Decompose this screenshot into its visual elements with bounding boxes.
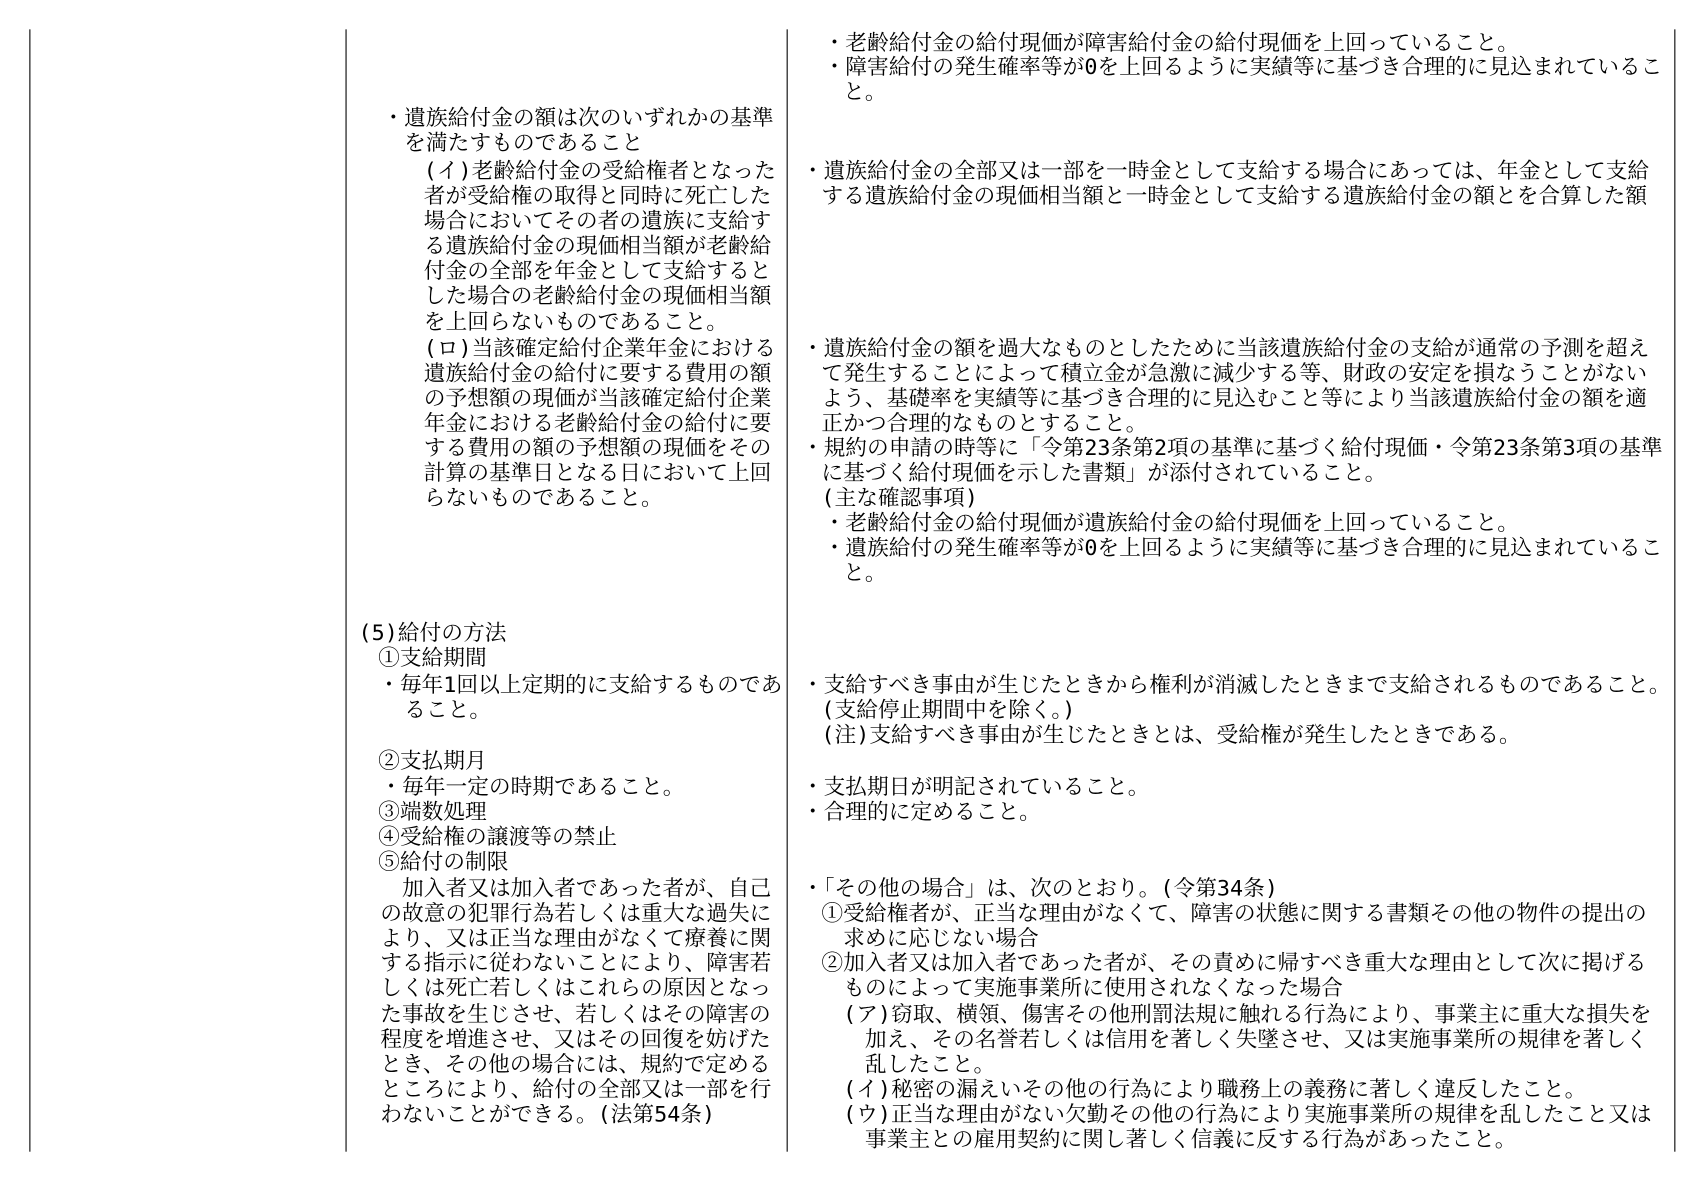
- review-line: する遺族給付金の現価相当額と一時金として支給する遺族給付金の額とを合算した額: [821, 182, 1648, 209]
- criteria-line: らないものであること。: [423, 484, 663, 511]
- criteria-line: ・遺族給付金の額は次のいずれかの基準: [382, 104, 774, 131]
- subsection-heading: ①支給期間: [378, 644, 487, 671]
- review-line: ・老齢給付金の給付現価が障害給付金の給付現価を上回っていること。: [823, 29, 1519, 56]
- review-line: (ウ)正当な理由がない欠勤その他の行為により実施事業所の規律を乱したこと又は: [843, 1100, 1652, 1127]
- review-line: ・支払期日が明記されていること。: [801, 773, 1150, 800]
- review-line: 事業主との雇用契約に関し著しく信義に反する行為があったこと。: [864, 1125, 1517, 1152]
- review-line: ものによって実施事業所に使用されなくなった場合: [843, 974, 1343, 1001]
- criteria-line: 場合においてその者の遺族に支給す: [423, 207, 772, 234]
- subsection-heading: ③端数処理: [378, 798, 487, 825]
- criteria-line: 付金の全部を年金として支給すると: [423, 257, 772, 284]
- criteria-line: 者が受給権の取得と同時に死亡した: [423, 182, 772, 209]
- criteria-line: 年金における老齢給付金の給付に要: [423, 409, 772, 436]
- review-line: て発生することによって積立金が急激に減少する等、財政の安定を損なうことがない: [821, 359, 1648, 386]
- method-line: わないことができる。(法第54条): [380, 1100, 716, 1127]
- criteria-line: を上回らないものであること。: [423, 308, 728, 335]
- review-line: 乱したこと。: [864, 1050, 996, 1077]
- table-border-left: [29, 29, 30, 1151]
- review-line: ・合理的に定めること。: [801, 798, 1041, 825]
- criteria-line: を満たすものであること: [404, 129, 644, 156]
- method-line: ところにより、給付の全部又は一部を行: [380, 1075, 772, 1102]
- review-line: ・遺族給付金の全部又は一部を一時金として支給する場合にあっては、年金として支給: [801, 157, 1650, 184]
- subsection-heading: ④受給権の譲渡等の禁止: [378, 823, 618, 850]
- column-divider-1: [346, 29, 347, 1151]
- table-border-right: [1674, 29, 1675, 1151]
- review-line: ・老齢給付金の給付現価が遺族給付金の給付現価を上回っていること。: [823, 509, 1519, 536]
- review-line: に基づく給付現価を示した書類」が添付されていること。: [821, 459, 1387, 486]
- review-line: 正かつ合理的なものとすること。: [821, 409, 1148, 436]
- method-line: より、又は正当な理由がなくて療養に関: [380, 924, 772, 951]
- criteria-line: する費用の額の予想額の現価をその: [423, 434, 772, 461]
- review-line: ・遺族給付金の額を過大なものとしたために当該遺族給付金の支給が通常の予測を超え: [801, 334, 1650, 361]
- review-line: (主な確認事項): [821, 484, 978, 511]
- criteria-line: した場合の老齢給付金の現価相当額: [423, 282, 772, 309]
- review-line: ・支給すべき事由が生じたときから権利が消滅したときまで支給されるものであること。: [801, 671, 1671, 698]
- method-line: ること。: [404, 696, 492, 723]
- section-heading: (5)給付の方法: [358, 619, 507, 646]
- method-line: 加入者又は加入者であった者が、自己: [380, 874, 772, 901]
- review-line: ①受給権者が、正当な理由がなくて、障害の状態に関する書類その他の物件の提出の: [821, 899, 1647, 926]
- subsection-heading: ⑤給付の制限: [378, 848, 509, 875]
- review-line: ・障害給付の発生確率等が0を上回るように実績等に基づき合理的に見込まれているこ: [823, 53, 1663, 80]
- review-line: ・遺族給付の発生確率等が0を上回るように実績等に基づき合理的に見込まれているこ: [823, 534, 1663, 561]
- criteria-line: 計算の基準日となる日において上回: [423, 459, 772, 486]
- review-line: ・規約の申請の時等に「令第23条第2項の基準に基づく給付現価・令第23条第3項の基準: [801, 434, 1663, 461]
- review-line: と。: [843, 559, 887, 586]
- review-line: よう、基礎率を実績等に基づき合理的に見込むこと等により当該遺族給付金の額を適: [821, 384, 1648, 411]
- method-line: しくは死亡若しくはこれらの原因となっ: [380, 974, 772, 1001]
- criteria-line: の予想額の現価が当該確定給付企業: [423, 384, 772, 411]
- method-line: の故意の犯罪行為若しくは重大な過失に: [380, 899, 772, 926]
- criteria-line: (ロ)当該確定給付企業年金における: [423, 334, 776, 361]
- review-line: (イ)秘密の漏えいその他の行為により職務上の義務に著しく違反したこと。: [843, 1075, 1587, 1102]
- review-line: ②加入者又は加入者であった者が、その責めに帰すべき重大な理由として次に掲げる: [821, 949, 1647, 976]
- method-line: ・毎年1回以上定期的に支給するものであ: [378, 671, 783, 698]
- review-line: と。: [843, 78, 887, 105]
- criteria-line: (イ)老齢給付金の受給権者となった: [423, 157, 776, 184]
- review-line: ・「その他の場合」は、次のとおり。(令第34条): [801, 874, 1278, 901]
- review-line: (支給停止期間中を除く。): [821, 696, 1076, 723]
- review-line: (注)支給すべき事由が生じたときとは、受給権が発生したときである。: [821, 721, 1521, 748]
- method-line: た事故を生じさせ、若しくはその障害の: [380, 1000, 771, 1027]
- review-line: (ア)窃取、横領、傷害その他刑罰法規に触れる行為により、事業主に重大な損失を: [843, 1000, 1652, 1027]
- review-line: 加え、その名誉若しくは信用を著しく失墜させ、又は実施事業所の規律を著しく: [864, 1025, 1648, 1052]
- subsection-heading: ②支払期月: [378, 747, 487, 774]
- column-divider-2: [787, 29, 788, 1151]
- criteria-line: る遺族給付金の現価相当額が老齢給: [423, 232, 772, 259]
- method-line: 程度を増進させ、又はその回復を妨げた: [380, 1025, 771, 1052]
- criteria-line: 遺族給付金の給付に要する費用の額: [423, 359, 772, 386]
- method-line: ・毎年一定の時期であること。: [380, 773, 685, 800]
- method-line: とき、その他の場合には、規約で定める: [380, 1050, 771, 1077]
- method-line: する指示に従わないことにより、障害若: [380, 949, 772, 976]
- review-line: 求めに応じない場合: [843, 924, 1039, 951]
